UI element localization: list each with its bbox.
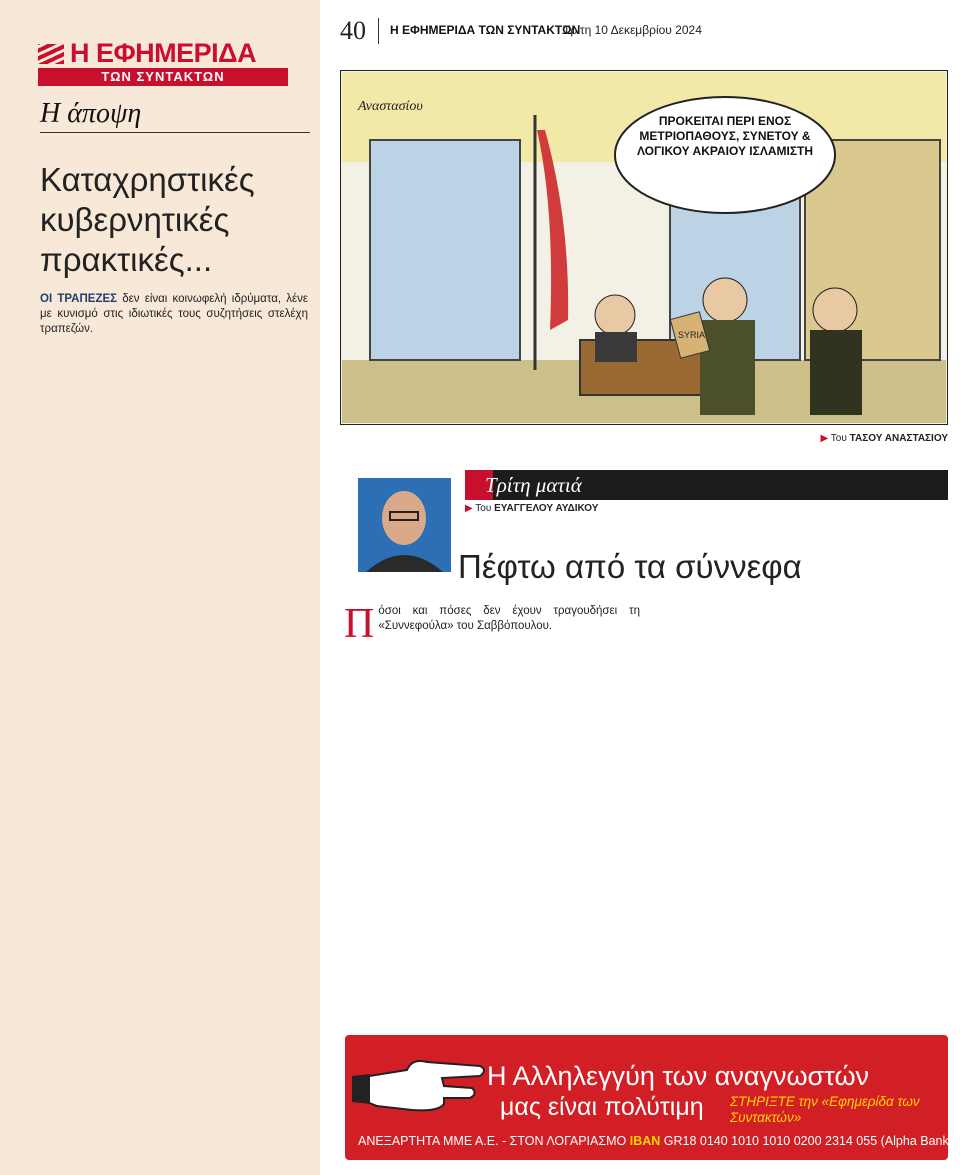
ad-footer xyxy=(358,1134,953,1150)
speech-bubble-text: ΠΡΟΚΕΙΤΑΙ ΠΕΡΙ ΕΝΟΣ ΜΕΤΡΙΟΠΑΘΟΥΣ, ΣΥΝΕΤΟΥ & ΛΟΓΙΚΟΥ ΑΚΡΑΙΟΥ ΙΣΛΑΜΙΣΤΗ xyxy=(636,114,814,158)
pointing-hand-icon xyxy=(352,1048,492,1118)
header-date: Τρίτη 10 Δεκεμβρίου 2024 xyxy=(563,23,702,37)
author-triangle-icon: ▶ xyxy=(465,503,476,514)
hand-cuff xyxy=(352,1074,370,1104)
credit-triangle-icon: ▶ xyxy=(820,433,831,444)
article-dropcap: Π xyxy=(344,601,375,647)
logo-main xyxy=(38,38,288,68)
photo-face xyxy=(382,491,426,545)
general-uniform xyxy=(700,320,755,415)
ad-support-text[interactable]: ΣΤΗΡΙΞΤΕ την «Εφημερίδα των Συντακτών» xyxy=(730,1094,920,1125)
credit-prefix: Του xyxy=(830,433,847,444)
president-figure xyxy=(595,295,635,335)
article-title: Πέφτω από τα σύννεφα xyxy=(458,548,802,585)
header-paper-name: Η ΕΦΗΜΕΡΙΔΑ ΤΩΝ ΣΥΝΤΑΚΤΩΝ xyxy=(390,23,581,37)
cartoon-credit xyxy=(808,433,948,447)
ad-account-number: GR18 0140 1010 1010 0200 2314 055 xyxy=(663,1134,878,1148)
column-header-initial: Τ xyxy=(485,473,497,497)
ad-footer-prefix: ΑΝΕΞΑΡΤΗΤΑ ΜΜΕ Α.Ε. - ΣΤΟΝ ΛΟΓΑΡΙΑΣΜΟ xyxy=(358,1134,627,1148)
logo-sub: ΤΩΝ ΣΥΝΤΑΚΤΩΝ xyxy=(38,68,288,86)
author-prefix: Του xyxy=(475,503,492,514)
article-column-1 xyxy=(344,601,640,1024)
author-photo xyxy=(358,478,451,572)
page-number: 40 xyxy=(340,16,366,45)
general-figure xyxy=(703,278,747,322)
newspaper-logo[interactable] xyxy=(38,38,288,88)
editorial-cartoon xyxy=(340,70,948,425)
article-paragraph: όσοι και πόσες δεν έχουν τραγουδήσει τη «Συννεφούλα» του Σαββόπουλου. xyxy=(378,605,640,632)
officer-figure xyxy=(813,288,857,332)
editorial-lead-text: δεν είναι κοινωφελή ιδρύματα, λένε με κυνισμό στις ιδιωτικές τους συζητήσεις στελέχη τραπεζών. xyxy=(40,293,308,335)
ad-iban-label: IBAN xyxy=(629,1134,661,1148)
section-label: Η άποψη xyxy=(40,98,310,133)
editorial-title: Καταχρηστικές κυβερνητικές πρακτικές... xyxy=(40,161,255,278)
officer-uniform xyxy=(810,330,862,415)
speech-bubble-text-box xyxy=(630,110,820,205)
ad-bank-name: (Alpha Bank) xyxy=(880,1134,953,1148)
column-author xyxy=(465,503,715,517)
cartoonist-signature: Αναστασίου xyxy=(358,99,423,114)
editorial-lead: ΟΙ ΤΡΑΠΕΖΕΣ xyxy=(40,293,118,305)
header-divider xyxy=(378,18,379,44)
credit-name: ΤΑΣΟΥ ΑΝΑΣΤΑΣΙΟΥ xyxy=(849,433,948,444)
ad-subtitle: μας είναι πολύτιμη xyxy=(500,1093,704,1121)
editorial-paragraph xyxy=(40,292,308,337)
column-header-title xyxy=(485,470,785,500)
logo-stripes-icon xyxy=(38,44,64,64)
editorial-body xyxy=(40,292,308,1152)
column-header-rest: ρίτη ματιά xyxy=(496,473,582,497)
article-column-2 xyxy=(655,604,947,1024)
hand-shape xyxy=(357,1061,484,1110)
cartoon-window-left xyxy=(370,140,520,360)
logo-main-text: Η ΕΦΗΜΕΡΙΔΑ xyxy=(70,38,257,68)
president-suit xyxy=(595,332,637,362)
author-name: ΕΥΑΓΓΕΛΟΥ ΑΥΔΙΚΟΥ xyxy=(494,503,599,514)
folder-label: SYRIA xyxy=(678,330,706,340)
ad-title: Η Αλληλεγγύη των αναγνωστών xyxy=(487,1061,870,1091)
